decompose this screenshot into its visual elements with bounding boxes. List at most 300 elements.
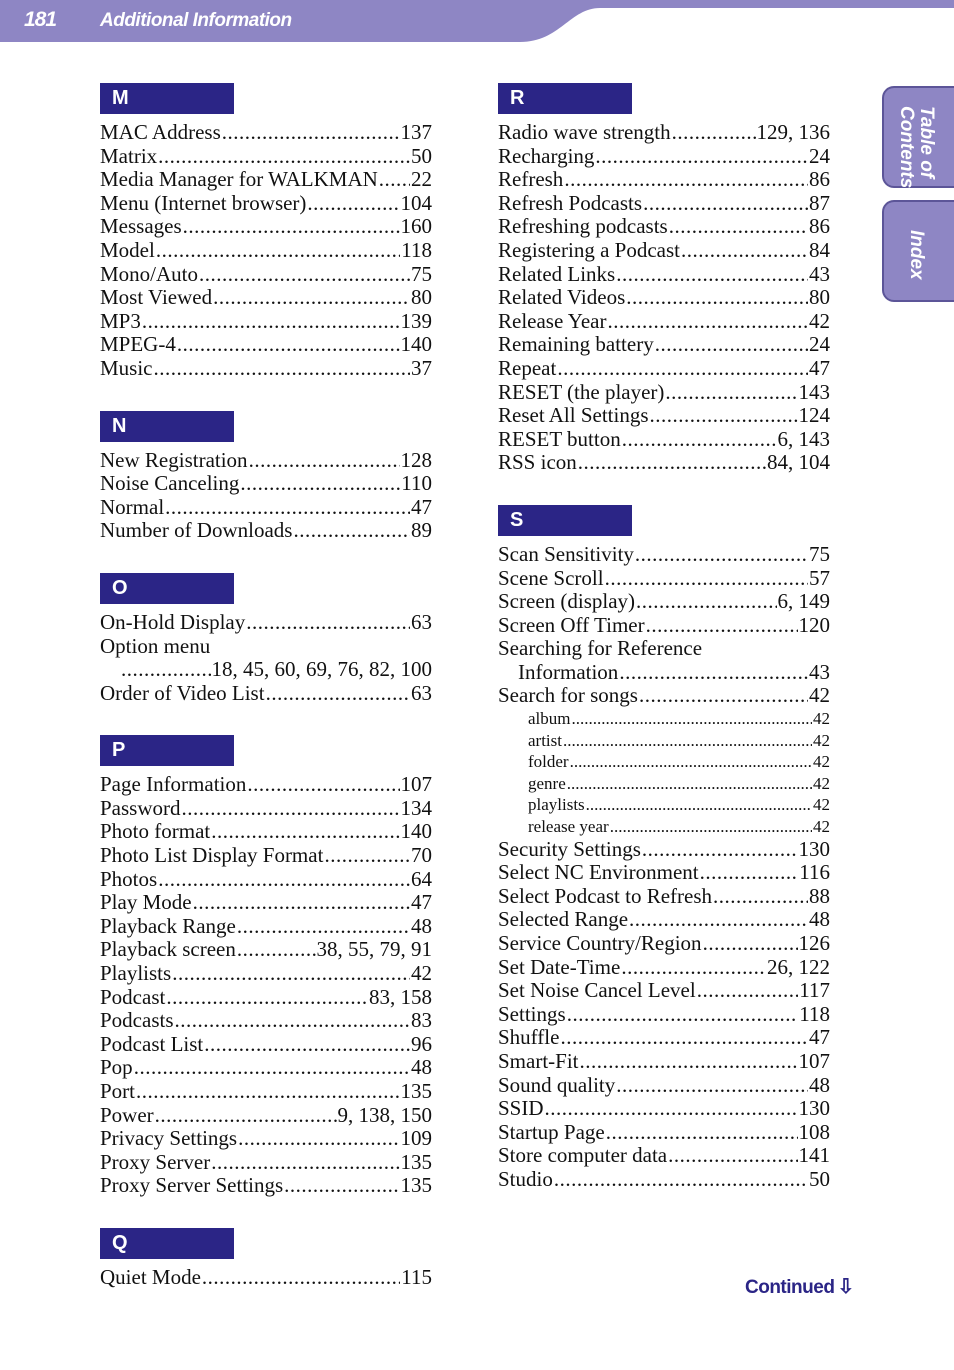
- index-entry[interactable]: [100, 215, 432, 239]
- entry-term: Related Links: [498, 261, 616, 286]
- entry-pages: 83: [411, 1008, 432, 1033]
- dot-leader: [700, 861, 799, 885]
- index-entry[interactable]: [498, 885, 830, 909]
- entry-pages: 143: [798, 379, 830, 404]
- section-title: Additional Information: [100, 10, 292, 31]
- index-entry[interactable]: [100, 310, 432, 334]
- index-entry[interactable]: [498, 684, 830, 708]
- entry-term: SSID: [498, 1096, 544, 1121]
- section-letter-bar: N: [100, 411, 234, 442]
- index-entry[interactable]: [498, 979, 830, 1003]
- index-subentry[interactable]: [498, 708, 830, 730]
- tab-table-of-contents[interactable]: [882, 86, 954, 188]
- dot-leader: [307, 192, 399, 216]
- index-entry[interactable]: [498, 1097, 830, 1121]
- entry-term: Photo format: [100, 819, 211, 844]
- dot-leader: [183, 215, 400, 239]
- index-entry[interactable]: [498, 1074, 830, 1098]
- dot-leader: [156, 239, 400, 263]
- entry-pages: 115: [401, 1264, 432, 1289]
- entry-pages: 84: [809, 237, 830, 262]
- index-entry[interactable]: [100, 121, 432, 145]
- entry-pages: 6, 143: [777, 426, 830, 451]
- dot-leader: [142, 310, 400, 334]
- dot-leader: [669, 215, 808, 239]
- dot-leader: [672, 121, 756, 145]
- index-entry[interactable]: [100, 1151, 432, 1175]
- dot-leader: [635, 543, 808, 567]
- dot-leader: [247, 773, 399, 797]
- entry-pages: 22: [411, 167, 432, 192]
- dot-leader: [193, 891, 410, 915]
- dot-leader: [158, 145, 410, 169]
- index-column-right: [498, 83, 830, 1222]
- index-entry[interactable]: [498, 239, 830, 263]
- entry-pages: 48: [411, 913, 432, 938]
- dot-leader: [655, 333, 808, 357]
- entry-pages: 128: [400, 447, 432, 472]
- entry-term: Select Podcast to Refresh: [498, 883, 713, 908]
- index-entry[interactable]: [498, 145, 830, 169]
- index-entry[interactable]: [498, 661, 830, 685]
- dot-leader: [580, 1050, 798, 1074]
- index-entry[interactable]: [100, 1009, 432, 1033]
- entry-pages: 75: [809, 541, 830, 566]
- entry-pages: 86: [809, 214, 830, 239]
- continued-label: Continued: [745, 1277, 835, 1298]
- index-entry[interactable]: [100, 658, 432, 682]
- dot-leader: [636, 590, 776, 614]
- entry-pages: 116: [799, 860, 830, 885]
- entry-pages: 86: [809, 167, 830, 192]
- entry-term: Password: [100, 795, 181, 820]
- index-entry[interactable]: [100, 239, 432, 263]
- entry-pages: 38, 55, 79, 91: [316, 937, 432, 962]
- page-number: 181: [24, 8, 57, 31]
- entry-pages: 42: [813, 730, 830, 750]
- entry-pages: 43: [809, 261, 830, 286]
- entry-term: Screen (display): [498, 589, 636, 614]
- entry-pages: 48: [809, 1072, 830, 1097]
- entry-pages: 84, 104: [767, 450, 830, 475]
- entry-term: Model: [100, 237, 155, 262]
- index-entry[interactable]: [498, 614, 830, 638]
- dot-leader: [136, 1080, 399, 1104]
- entry-pages: 64: [411, 866, 432, 891]
- entry-term: Information: [518, 659, 619, 684]
- down-arrow-icon: ⇩: [837, 1276, 854, 1298]
- index-entry[interactable]: [100, 844, 432, 868]
- dot-leader: [626, 286, 808, 310]
- dot-leader: [564, 168, 808, 192]
- entry-pages: 107: [798, 1048, 830, 1073]
- entry-term: Related Videos: [498, 285, 626, 310]
- entry-pages: 37: [411, 355, 432, 380]
- index-entry[interactable]: [100, 938, 432, 962]
- dot-leader: [204, 1033, 410, 1057]
- entry-term: Noise Canceling: [100, 471, 240, 496]
- index-entry[interactable]: [100, 496, 432, 520]
- dot-leader: [177, 333, 400, 357]
- continued-link[interactable]: [745, 1274, 854, 1299]
- index-entry[interactable]: [498, 381, 830, 405]
- index-entry[interactable]: [100, 519, 432, 543]
- entry-term: Search for songs: [498, 683, 638, 708]
- index-entry[interactable]: [100, 472, 432, 496]
- entry-term: Security Settings: [498, 836, 641, 861]
- entry-term: genre: [528, 773, 566, 793]
- entry-term: Smart-Fit: [498, 1048, 579, 1073]
- dot-leader: [166, 986, 368, 1010]
- index-entry[interactable]: [498, 1168, 830, 1192]
- entry-pages: 47: [411, 494, 432, 519]
- entry-pages: 130: [798, 836, 830, 861]
- index-entry[interactable]: [498, 956, 830, 980]
- entry-term: Proxy Server: [100, 1149, 211, 1174]
- dot-leader: [284, 1174, 399, 1198]
- entry-pages: 137: [400, 120, 432, 144]
- index-entry[interactable]: [498, 567, 830, 591]
- dot-leader: [237, 915, 410, 939]
- entry-term: artist: [528, 730, 562, 750]
- entry-term: MP3: [100, 308, 141, 333]
- dot-leader: [202, 1266, 400, 1290]
- entry-term: MPEG-4: [100, 332, 176, 357]
- entry-pages: 87: [809, 190, 830, 215]
- section-letter-bar: Q: [100, 1228, 234, 1259]
- entry-pages: 9, 138, 150: [337, 1102, 432, 1127]
- dot-leader: [646, 614, 798, 638]
- index-entry[interactable]: [100, 286, 432, 310]
- dot-leader: [610, 816, 812, 838]
- dot-leader: [572, 708, 813, 730]
- dot-leader: [211, 1151, 399, 1175]
- dot-leader: [621, 956, 766, 980]
- index-entry[interactable]: [100, 797, 432, 821]
- entry-term: Normal: [100, 494, 165, 519]
- entry-term: Refresh Podcasts: [498, 190, 643, 215]
- dot-leader: [134, 1056, 410, 1080]
- index-entry[interactable]: [100, 1127, 432, 1151]
- entry-term: Playback Range: [100, 913, 236, 938]
- dot-leader: [240, 472, 400, 496]
- entry-pages: 80: [809, 285, 830, 310]
- index-entry[interactable]: [100, 891, 432, 915]
- entry-pages: 42: [809, 683, 830, 708]
- index-entry[interactable]: [498, 168, 830, 192]
- index-entry[interactable]: [498, 1121, 830, 1145]
- dot-leader: [619, 661, 808, 685]
- entry-term: Proxy Server Settings: [100, 1173, 284, 1198]
- index-entry[interactable]: [100, 1104, 432, 1128]
- index-section-n: [100, 411, 432, 543]
- index-subentry[interactable]: [498, 730, 830, 752]
- dot-leader: [158, 868, 410, 892]
- index-entry[interactable]: [498, 932, 830, 956]
- tab-index[interactable]: [882, 200, 954, 302]
- dot-leader: [629, 908, 808, 932]
- index-entry[interactable]: [100, 333, 432, 357]
- index-entry[interactable]: [100, 168, 432, 192]
- dot-leader: [266, 682, 410, 706]
- entry-term: Port: [100, 1079, 136, 1103]
- dot-leader: [622, 428, 777, 452]
- dot-leader: [199, 263, 410, 287]
- index-entry[interactable]: [498, 404, 830, 428]
- dot-leader: [681, 239, 808, 263]
- entry-pages: 42: [813, 709, 830, 729]
- entry-pages: 42: [813, 817, 830, 837]
- dot-leader: [567, 773, 812, 795]
- entry-pages: 47: [809, 355, 830, 380]
- dot-leader: [211, 820, 399, 844]
- index-section-p: [100, 735, 432, 1198]
- entry-pages: 63: [411, 609, 432, 634]
- index-entry[interactable]: [498, 451, 830, 475]
- entry-term: Store computer data: [498, 1143, 668, 1168]
- entry-pages: 42: [411, 961, 432, 986]
- entry-pages: 48: [411, 1055, 432, 1080]
- entry-pages: 42: [813, 773, 830, 793]
- section-letter-bar: S: [498, 505, 632, 536]
- dot-leader: [154, 357, 411, 381]
- entry-term: Photo List Display Format: [100, 843, 324, 868]
- entry-term: Media Manager for WALKMAN: [100, 167, 378, 192]
- dot-leader: [570, 751, 812, 773]
- index-entry[interactable]: [100, 145, 432, 169]
- tab-table-of-contents-label: Table of Contents: [896, 106, 937, 189]
- entry-term: Screen Off Timer: [498, 612, 645, 637]
- entry-pages: 48: [809, 907, 830, 932]
- index-entry[interactable]: [498, 333, 830, 357]
- dot-leader: [697, 979, 799, 1003]
- index-entry[interactable]: [100, 820, 432, 844]
- index-entry[interactable]: [498, 215, 830, 239]
- index-section-o: [100, 573, 432, 705]
- entry-term: Number of Downloads: [100, 518, 293, 543]
- entry-pages: 70: [411, 843, 432, 868]
- index-entry[interactable]: [100, 773, 432, 797]
- entry-pages: 96: [411, 1031, 432, 1056]
- entry-pages: 118: [401, 237, 432, 262]
- index-entry[interactable]: [100, 192, 432, 216]
- entry-pages: 63: [411, 680, 432, 705]
- entry-pages: 89: [411, 518, 432, 543]
- entry-term: folder: [528, 752, 569, 772]
- entry-term: Release Year: [498, 308, 607, 333]
- dot-leader: [165, 496, 410, 520]
- entry-pages: 50: [411, 143, 432, 168]
- index-entry[interactable]: [498, 1050, 830, 1074]
- entry-term: Recharging: [498, 143, 595, 168]
- dot-leader: [379, 168, 410, 192]
- index-entry[interactable]: [498, 1026, 830, 1050]
- entry-term: Radio wave strength: [498, 120, 671, 144]
- index-entry[interactable]: [498, 121, 830, 145]
- entry-term: MAC Address: [100, 120, 221, 144]
- index-entry[interactable]: [100, 357, 432, 381]
- dot-leader: [172, 962, 410, 986]
- dot-leader: [703, 932, 798, 956]
- index-entry[interactable]: [100, 449, 432, 473]
- entry-term: Playlists: [100, 961, 172, 986]
- entry-term: Quiet Mode: [100, 1264, 201, 1289]
- entry-pages: 43: [809, 659, 830, 684]
- entry-pages: 42: [813, 795, 830, 815]
- index-entry[interactable]: [100, 1033, 432, 1057]
- dot-leader: [605, 567, 808, 591]
- index-entry[interactable]: [100, 1056, 432, 1080]
- entry-pages: 130: [798, 1096, 830, 1121]
- entry-pages: 126: [798, 931, 830, 955]
- entry-pages: 24: [809, 143, 830, 168]
- index-entry[interactable]: [100, 263, 432, 287]
- dot-leader: [642, 838, 798, 862]
- entry-pages: 42: [813, 752, 830, 772]
- dot-leader: [616, 263, 808, 287]
- section-letter-bar: M: [100, 83, 234, 114]
- entry-term: Set Date-Time: [498, 954, 621, 979]
- index-section-m: [100, 83, 432, 381]
- entry-pages: 88: [809, 883, 830, 908]
- entry-pages: 118: [799, 1001, 830, 1026]
- index-entry[interactable]: [100, 868, 432, 892]
- entry-term: On-Hold Display: [100, 609, 246, 634]
- entry-pages: 124: [798, 403, 830, 428]
- entry-pages: 104: [400, 190, 432, 215]
- index-section-s: [498, 505, 830, 1192]
- index-entry[interactable]: [498, 1144, 830, 1168]
- dot-leader: [246, 611, 410, 635]
- dot-leader: [155, 1104, 337, 1128]
- index-entry[interactable]: [498, 1003, 830, 1027]
- index-entry[interactable]: [498, 908, 830, 932]
- index-entry[interactable]: [498, 543, 830, 567]
- entry-pages: 134: [400, 795, 432, 820]
- dot-leader: [665, 381, 797, 405]
- index-subentry[interactable]: [498, 794, 830, 816]
- entry-pages: 139: [400, 308, 432, 333]
- entry-term: Set Noise Cancel Level: [498, 978, 696, 1003]
- dot-leader: [324, 844, 410, 868]
- entry-term: Selected Range: [498, 907, 629, 932]
- dot-leader: [557, 357, 808, 381]
- entry-pages: 160: [400, 214, 432, 239]
- dot-leader: [595, 145, 808, 169]
- index-entry-heading: Option menu: [100, 633, 211, 658]
- dot-leader: [639, 684, 808, 708]
- entry-term: Order of Video List: [100, 680, 265, 705]
- dot-leader: [713, 885, 808, 909]
- entry-term: Power: [100, 1102, 154, 1127]
- tab-index-label: Index: [906, 230, 927, 280]
- index-section-r: [498, 83, 830, 475]
- entry-pages: 109: [400, 1126, 432, 1151]
- entry-term: Remaining battery: [498, 332, 654, 357]
- entry-pages: 107: [400, 772, 432, 797]
- entry-term: Sound quality: [498, 1072, 616, 1097]
- entry-pages: 140: [400, 332, 432, 357]
- entry-term: release year: [528, 817, 609, 837]
- index-entry[interactable]: [100, 1174, 432, 1198]
- dot-leader: [293, 519, 410, 543]
- entry-term: Podcast: [100, 984, 166, 1009]
- entry-pages: 50: [809, 1166, 830, 1191]
- index-entry[interactable]: [498, 357, 830, 381]
- index-subentry[interactable]: [498, 816, 830, 838]
- entry-term: playlists: [528, 795, 585, 815]
- index-entry[interactable]: [100, 611, 432, 635]
- entry-pages: 24: [809, 332, 830, 357]
- entry-pages: 47: [411, 890, 432, 915]
- entry-pages: 117: [799, 978, 830, 1003]
- entry-term: Menu (Internet browser): [100, 190, 307, 215]
- entry-pages: 80: [411, 285, 432, 310]
- entry-term: Photos: [100, 866, 158, 891]
- index-entry[interactable]: [100, 986, 432, 1010]
- entry-term: Scene Scroll: [498, 565, 604, 590]
- index-subentry[interactable]: [498, 773, 830, 795]
- entry-term: Most Viewed: [100, 285, 213, 310]
- entry-pages: 135: [400, 1173, 432, 1198]
- index-entry[interactable]: [100, 682, 432, 706]
- dot-leader: [213, 286, 410, 310]
- index-entry[interactable]: [498, 838, 830, 862]
- entry-term: Service Country/Region: [498, 931, 702, 955]
- index-entry[interactable]: [498, 263, 830, 287]
- index-subentry[interactable]: [498, 751, 830, 773]
- entry-pages: 110: [401, 471, 432, 496]
- entry-pages: 57: [809, 565, 830, 590]
- index-entry[interactable]: [100, 1080, 432, 1104]
- dot-leader: [578, 451, 766, 475]
- entry-pages: 135: [400, 1079, 432, 1103]
- dot-leader: [249, 449, 400, 473]
- index-entry[interactable]: [100, 962, 432, 986]
- dot-leader: [586, 794, 812, 816]
- index-entry[interactable]: [498, 286, 830, 310]
- entry-term: Studio: [498, 1166, 553, 1191]
- entry-term: Messages: [100, 214, 182, 239]
- index-entry[interactable]: [498, 310, 830, 334]
- entry-term: Startup Page: [498, 1119, 605, 1144]
- entry-pages: 140: [400, 819, 432, 844]
- entry-term: Podcasts: [100, 1008, 174, 1033]
- entry-term: album: [528, 709, 571, 729]
- dot-leader: [643, 192, 808, 216]
- entry-term: Repeat: [498, 355, 557, 380]
- entry-term: Shuffle: [498, 1025, 560, 1050]
- section-letter-bar: O: [100, 573, 234, 604]
- entry-pages: 42: [809, 308, 830, 333]
- entry-term: Registering a Podcast: [498, 237, 680, 262]
- entry-pages: 141: [798, 1143, 830, 1168]
- index-entry[interactable]: [498, 192, 830, 216]
- index-entry[interactable]: [498, 861, 830, 885]
- entry-pages: 108: [798, 1119, 830, 1144]
- entry-term: Select NC Environment: [498, 860, 699, 885]
- entry-term: Settings: [498, 1001, 566, 1026]
- index-entry-heading: Searching for Reference: [498, 636, 703, 661]
- index-entry[interactable]: [498, 590, 830, 614]
- index-entry[interactable]: [100, 1266, 432, 1290]
- entry-term: Pop: [100, 1055, 133, 1080]
- index-entry[interactable]: [498, 428, 830, 452]
- entry-pages: 120: [798, 612, 830, 637]
- dot-leader: [560, 1026, 808, 1050]
- entry-term: Page Information: [100, 772, 247, 797]
- index-entry[interactable]: [100, 915, 432, 939]
